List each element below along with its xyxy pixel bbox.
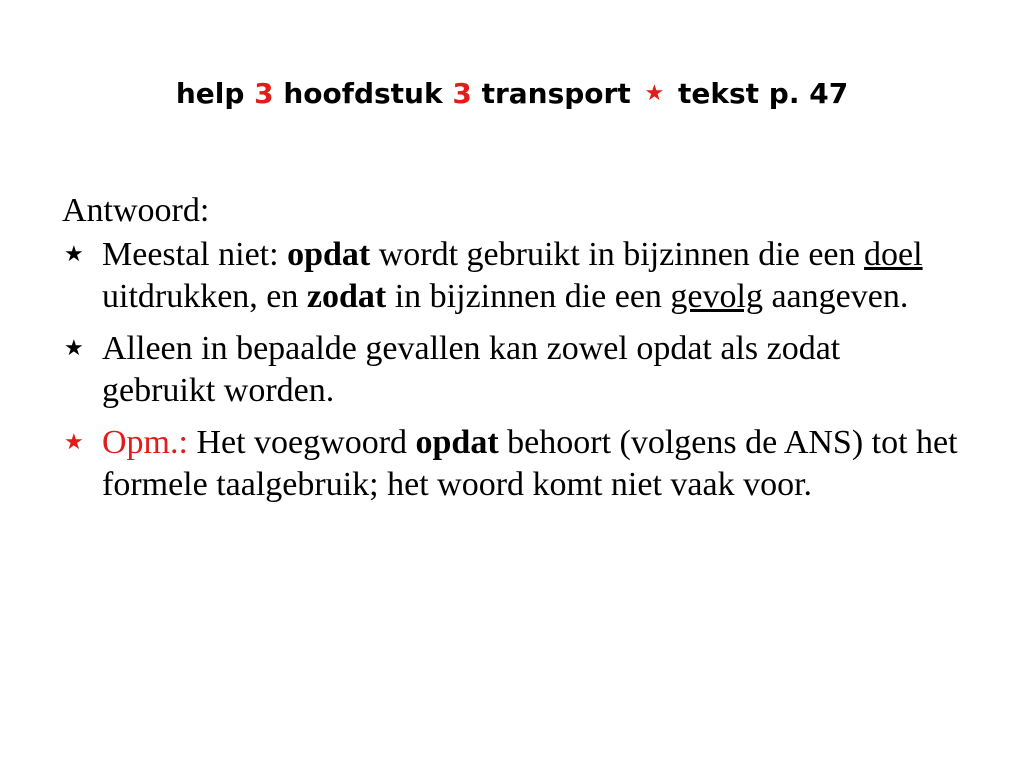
bullet-2-text: Alleen in bepaalde gevallen kan zowel opdat als zodat gebruikt worden. [102, 330, 841, 409]
bullet-item-3 [62, 422, 962, 506]
title-text-page: tekst p. 47 [677, 77, 849, 110]
bullet-1-bold-zodat: zodat [306, 278, 387, 315]
bullet-1-text-e: aangeven. [762, 278, 909, 315]
bullet-3-text-a: Het voegwoord [187, 424, 416, 461]
title-number-chapter: 3 [254, 77, 274, 110]
title-text-help: help [175, 77, 255, 110]
bullet-item-2 [62, 328, 962, 412]
bullet-3-label-opm: Opm.: [102, 424, 188, 461]
slide-body [62, 190, 962, 516]
bullet-1-text-c: uitdrukken, en [102, 278, 307, 315]
star-bullet-icon: ★ [64, 242, 84, 267]
bullet-1-text-b: wordt gebruikt in bijzinnen die een [370, 236, 865, 273]
bullet-1-text-a: Meestal niet: [102, 236, 288, 273]
slide-title [0, 74, 1024, 117]
bullet-1-underline-doel: doel [864, 236, 923, 273]
bullet-1-underline-gevolg: gevolg [670, 278, 763, 315]
bullet-1-bold-opdat: opdat [287, 236, 371, 273]
bullet-item-1 [62, 234, 962, 318]
red-star-bullet-icon: ★ [64, 430, 84, 455]
bullet-1-text-d: in bijzinnen die een [386, 278, 671, 315]
star-bullet-icon: ★ [64, 336, 84, 361]
bullet-3-bold-opdat: opdat [415, 424, 499, 461]
title-text-transport: transport [471, 77, 631, 110]
bullet-list [62, 234, 962, 506]
bullet-3-text-b: behoort (volgens de ANS) tot het formele taalgebruik; het woord komt niet vaak voor. [102, 424, 958, 503]
title-star-icon: ★ [644, 81, 665, 106]
intro-text: Antwoord: [62, 192, 210, 229]
title-number-section: 3 [452, 77, 472, 110]
title-text-hoofdstuk: hoofdstuk [273, 77, 453, 110]
